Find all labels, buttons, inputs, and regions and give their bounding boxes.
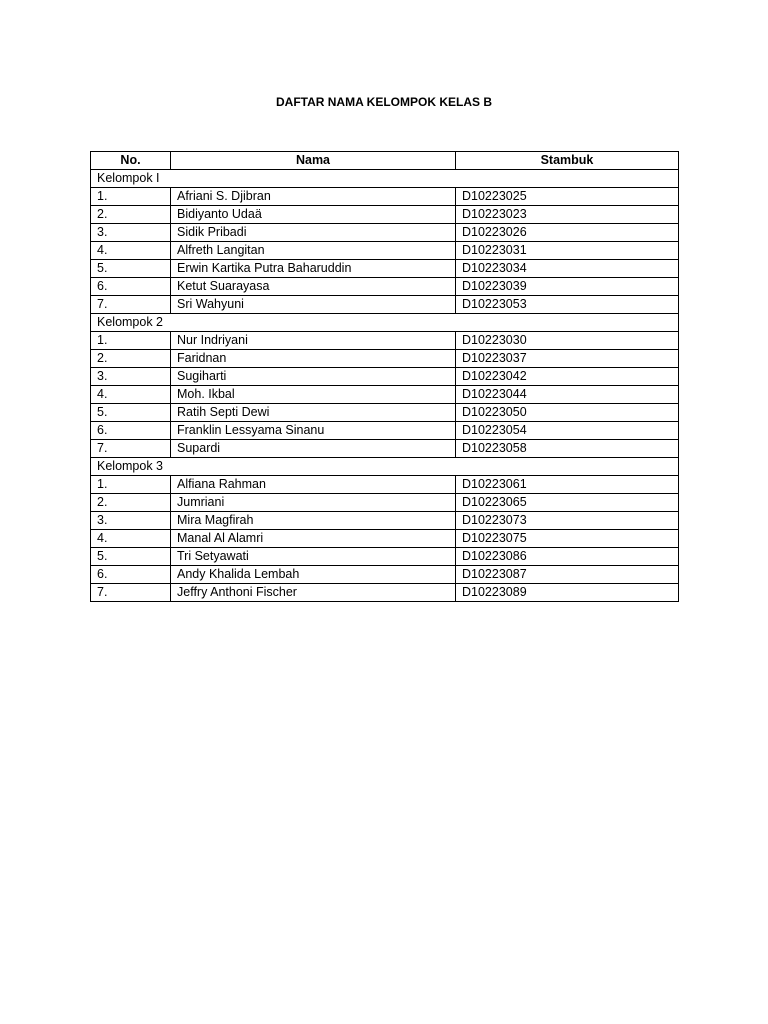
group-header-row (91, 170, 679, 188)
cell-nama: Ratih Septi Dewi (171, 404, 456, 422)
cell-stambuk: D10223053 (456, 296, 679, 314)
group-header-row (91, 314, 679, 332)
table-row (91, 404, 679, 422)
cell-no: 4. (91, 530, 171, 548)
table-body (91, 170, 679, 602)
cell-no: 7. (91, 440, 171, 458)
cell-nama: Sidik Pribadi (171, 224, 456, 242)
cell-no: 1. (91, 332, 171, 350)
table-row (91, 206, 679, 224)
table-row (91, 242, 679, 260)
cell-no: 1. (91, 476, 171, 494)
cell-no: 3. (91, 224, 171, 242)
cell-stambuk: D10223030 (456, 332, 679, 350)
cell-stambuk: D10223026 (456, 224, 679, 242)
cell-no: 2. (91, 350, 171, 368)
table-row (91, 440, 679, 458)
table-row (91, 368, 679, 386)
table-row (91, 512, 679, 530)
cell-nama: Mira Magfirah (171, 512, 456, 530)
table-row (91, 566, 679, 584)
cell-no: 5. (91, 548, 171, 566)
cell-no: 2. (91, 206, 171, 224)
cell-nama: Jumriani (171, 494, 456, 512)
cell-no: 3. (91, 512, 171, 530)
cell-nama: Ketut Suarayasa (171, 278, 456, 296)
table-row (91, 422, 679, 440)
cell-nama: Franklin Lessyama Sinanu (171, 422, 456, 440)
cell-stambuk: D10223054 (456, 422, 679, 440)
cell-stambuk: D10223031 (456, 242, 679, 260)
cell-nama: Tri Setyawati (171, 548, 456, 566)
cell-nama: Faridnan (171, 350, 456, 368)
cell-nama: Jeffry Anthoni Fischer (171, 584, 456, 602)
table-row (91, 548, 679, 566)
cell-no: 5. (91, 404, 171, 422)
header-nama: Nama (171, 152, 456, 170)
cell-stambuk: D10223089 (456, 584, 679, 602)
table-row (91, 224, 679, 242)
cell-no: 7. (91, 296, 171, 314)
cell-stambuk: D10223061 (456, 476, 679, 494)
header-no: No. (91, 152, 171, 170)
cell-stambuk: D10223075 (456, 530, 679, 548)
group-roster-table (90, 151, 679, 602)
cell-no: 5. (91, 260, 171, 278)
table-row (91, 386, 679, 404)
cell-nama: Sugiharti (171, 368, 456, 386)
table-row (91, 188, 679, 206)
cell-no: 6. (91, 566, 171, 584)
table-row (91, 350, 679, 368)
document-title: DAFTAR NAMA KELOMPOK KELAS B (276, 95, 492, 109)
table-header-row (91, 152, 679, 170)
table-row (91, 494, 679, 512)
cell-stambuk: D10223025 (456, 188, 679, 206)
cell-no: 1. (91, 188, 171, 206)
cell-no: 2. (91, 494, 171, 512)
table-row (91, 584, 679, 602)
cell-no: 6. (91, 278, 171, 296)
header-stambuk: Stambuk (456, 152, 679, 170)
cell-stambuk: D10223037 (456, 350, 679, 368)
cell-stambuk: D10223034 (456, 260, 679, 278)
cell-stambuk: D10223039 (456, 278, 679, 296)
cell-nama: Erwin Kartika Putra Baharuddin (171, 260, 456, 278)
cell-nama: Supardi (171, 440, 456, 458)
cell-stambuk: D10223023 (456, 206, 679, 224)
cell-stambuk: D10223050 (456, 404, 679, 422)
cell-nama: Bidiyanto Udaä (171, 206, 456, 224)
cell-nama: Afriani S. Djibran (171, 188, 456, 206)
cell-stambuk: D10223058 (456, 440, 679, 458)
group-label: Kelompok I (91, 170, 679, 188)
cell-no: 4. (91, 242, 171, 260)
cell-nama: Alfiana Rahman (171, 476, 456, 494)
cell-nama: Moh. Ikbal (171, 386, 456, 404)
cell-nama: Nur Indriyani (171, 332, 456, 350)
cell-no: 6. (91, 422, 171, 440)
table-row (91, 260, 679, 278)
group-label: Kelompok 3 (91, 458, 679, 476)
cell-no: 4. (91, 386, 171, 404)
cell-no: 3. (91, 368, 171, 386)
cell-nama: Manal Al Alamri (171, 530, 456, 548)
cell-stambuk: D10223086 (456, 548, 679, 566)
table-row (91, 332, 679, 350)
group-label: Kelompok 2 (91, 314, 679, 332)
table-row (91, 278, 679, 296)
cell-stambuk: D10223042 (456, 368, 679, 386)
table-row (91, 530, 679, 548)
cell-nama: Alfreth Langitan (171, 242, 456, 260)
cell-stambuk: D10223073 (456, 512, 679, 530)
table-row (91, 476, 679, 494)
cell-stambuk: D10223044 (456, 386, 679, 404)
cell-stambuk: D10223065 (456, 494, 679, 512)
cell-no: 7. (91, 584, 171, 602)
group-header-row (91, 458, 679, 476)
cell-stambuk: D10223087 (456, 566, 679, 584)
table-row (91, 296, 679, 314)
cell-nama: Andy Khalida Lembah (171, 566, 456, 584)
cell-nama: Sri Wahyuni (171, 296, 456, 314)
